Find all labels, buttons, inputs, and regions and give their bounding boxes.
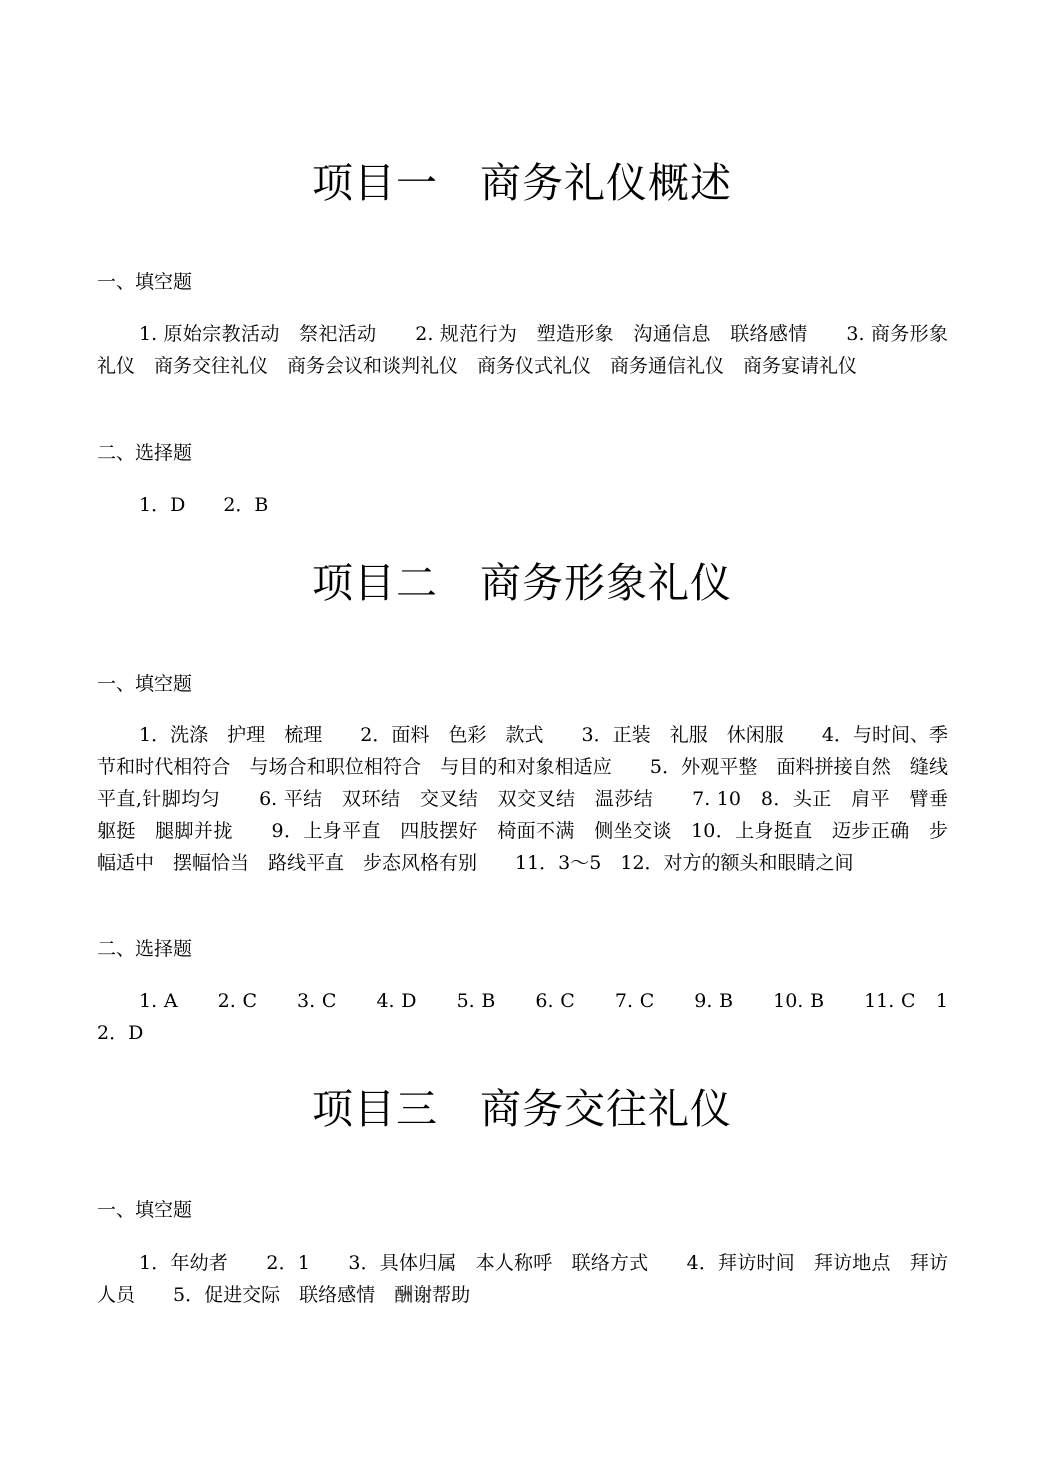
project-1-title: 项目一 商务礼仪概述 bbox=[312, 159, 732, 207]
project-2-fill-heading: 一、填空题 bbox=[97, 673, 193, 695]
project-1-choice-heading: 二、选择题 bbox=[97, 442, 193, 464]
project-1-fill-answers: 1. 原始宗教活动 祭祀活动 2. 规范行为 塑造形象 沟通信息 联络感情 3. 商务形象礼仪 商务交往礼仪 商务会议和谈判礼仪 商务仪式礼仪 商务通信礼仪 商务宴请礼仪 bbox=[97, 323, 948, 377]
project-1-choice-answers: 1．D 2．B bbox=[139, 494, 269, 516]
project-1-fill-heading: 一、填空题 bbox=[97, 271, 193, 293]
project-3-title: 项目三 商务交往礼仪 bbox=[312, 1085, 732, 1133]
project-3-fill-heading: 一、填空题 bbox=[97, 1199, 193, 1221]
project-2-title: 项目二 商务形象礼仪 bbox=[312, 559, 732, 607]
project-3-fill-answers: 1．年幼者 2．1 3．具体归属 本人称呼 联络方式 4．拜访时间 拜访地点 拜访人员 5．促进交际 联络感情 酬谢帮助 bbox=[97, 1252, 948, 1306]
project-2-choice-answers: 1. A 2. C 3. C 4. D 5. B 6. C 7. C 9. B 10. B 11. C 12．D bbox=[97, 990, 948, 1044]
project-2-fill-answers: 1．洗涤 护理 梳理 2．面料 色彩 款式 3．正装 礼服 休闲服 4．与时间、季节和时代相符合 与场合和职位相符合 与目的和对象相适应 5．外观平整 面料拼接自然 缝线平直,针脚均匀 6. 平结 双环结 交叉结 双交叉结 温莎结 7. 10 8．头正 肩平 臂垂 躯挺 腿脚并拢 9．上身平直 四肢摆好 椅面不满 侧坐交谈 10．上身挺直 迈步正确 步幅适中 摆幅恰当 路线平直 步态风格有别 11．3～5 12．对方的额头和眼睛之间 bbox=[97, 724, 968, 874]
project-2-choice-heading: 二、选择题 bbox=[97, 938, 193, 960]
